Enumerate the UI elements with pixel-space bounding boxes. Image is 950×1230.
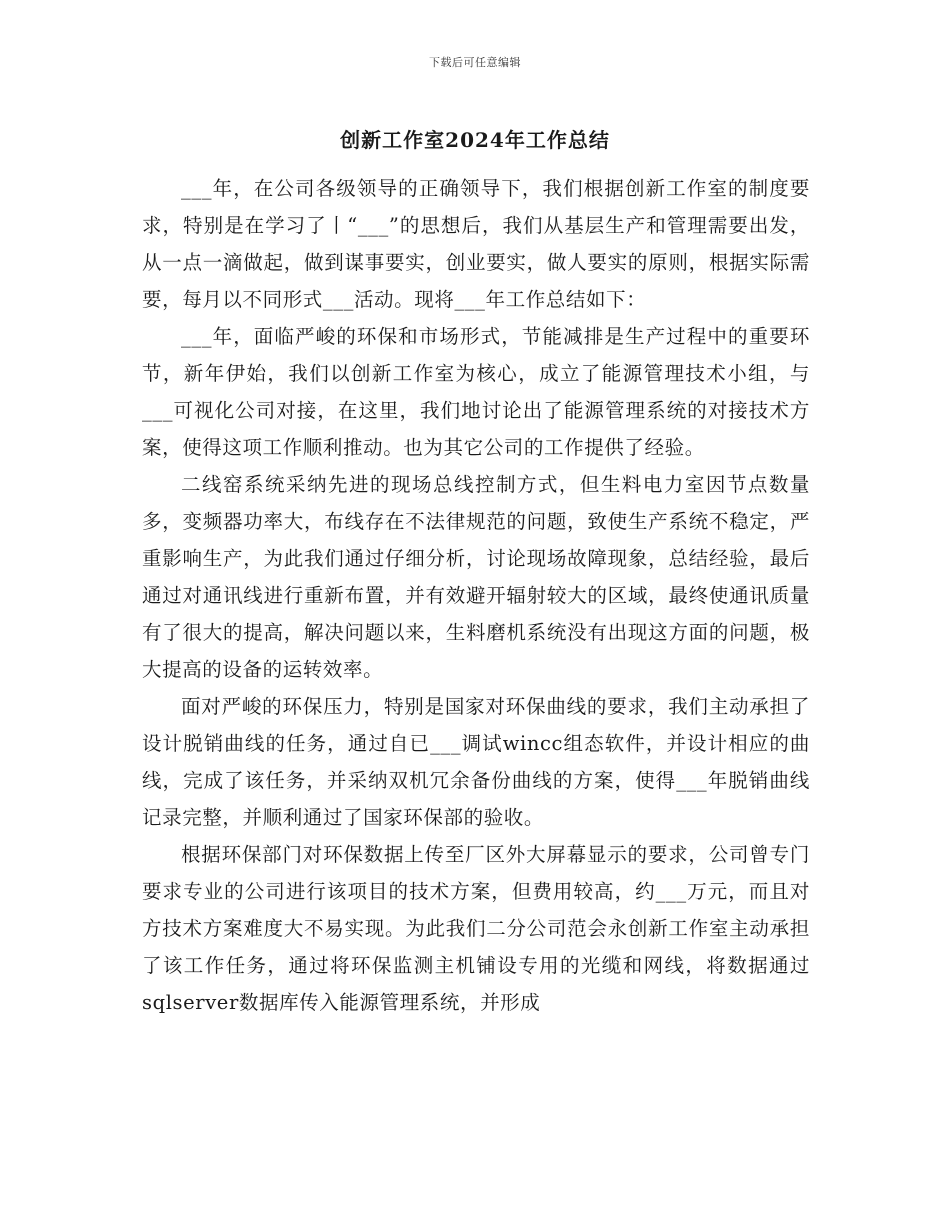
paragraph: 二线窑系统采纳先进的现场总线控制方式，但生料电力室因节点数量多，变频器功率大，布线存在不法律规范的问题，致使生产系统不稳定，严重影响生产，为此我们通过仔细分析，讨论现场故障现象，总结经验，最后通过对通讯线进行重新布置，并有效避开辐射较大的区域，最终使通讯质量有了很大的提高，解决问题以来，生料磨机系统没有出现这方面的问题，极大提高的设备的运转效率。 bbox=[142, 473, 810, 681]
document-body bbox=[142, 170, 810, 1021]
paragraph: 面对严峻的环保压力，特别是国家对环保曲线的要求，我们主动承担了设计脱销曲线的任务，通过自已___调试wincc组态软件，并设计相应的曲线，完成了该任务，并采纳双机冗余备份曲线的方案，使得___年脱销曲线记录完整，并顺利通过了国家环保部的验收。 bbox=[142, 695, 810, 829]
paragraph: ___年，面临严峻的环保和市场形式，节能减排是生产过程中的重要环节，新年伊始，我们以创新工作室为核心，成立了能源管理技术小组，与___可视化公司对接，在这里，我们地讨论出了能源管理系统的对接技术方案，使得这项工作顺利推动。也为其它公司的工作提供了经验。 bbox=[142, 325, 810, 459]
document-title: 创新工作室2024年工作总结 bbox=[340, 128, 610, 152]
page-header-note: 下载后可任意编辑 bbox=[429, 56, 521, 69]
paragraph: 根据环保部门对环保数据上传至厂区外大屏幕显示的要求，公司曾专门要求专业的公司进行该项目的技术方案，但费用较高，约___万元，而且对方技术方案难度大不易实现。为此我们二分公司范会永创新工作室主动承担了该工作任务，通过将环保监测主机铺设专用的光缆和网线，将数据通过sqlserver数据库传入能源管理系统，并形成 bbox=[142, 843, 810, 1014]
paragraph: ___年，在公司各级领导的正确领导下，我们根据创新工作室的制度要求，特别是在学习了丨“___”的思想后，我们从基层生产和管理需要出发，从一点一滴做起，做到谋事要实，创业要实，做人要实的原则，根据实际需要，每月以不同形式___活动。现将___年工作总结如下： bbox=[142, 177, 810, 311]
